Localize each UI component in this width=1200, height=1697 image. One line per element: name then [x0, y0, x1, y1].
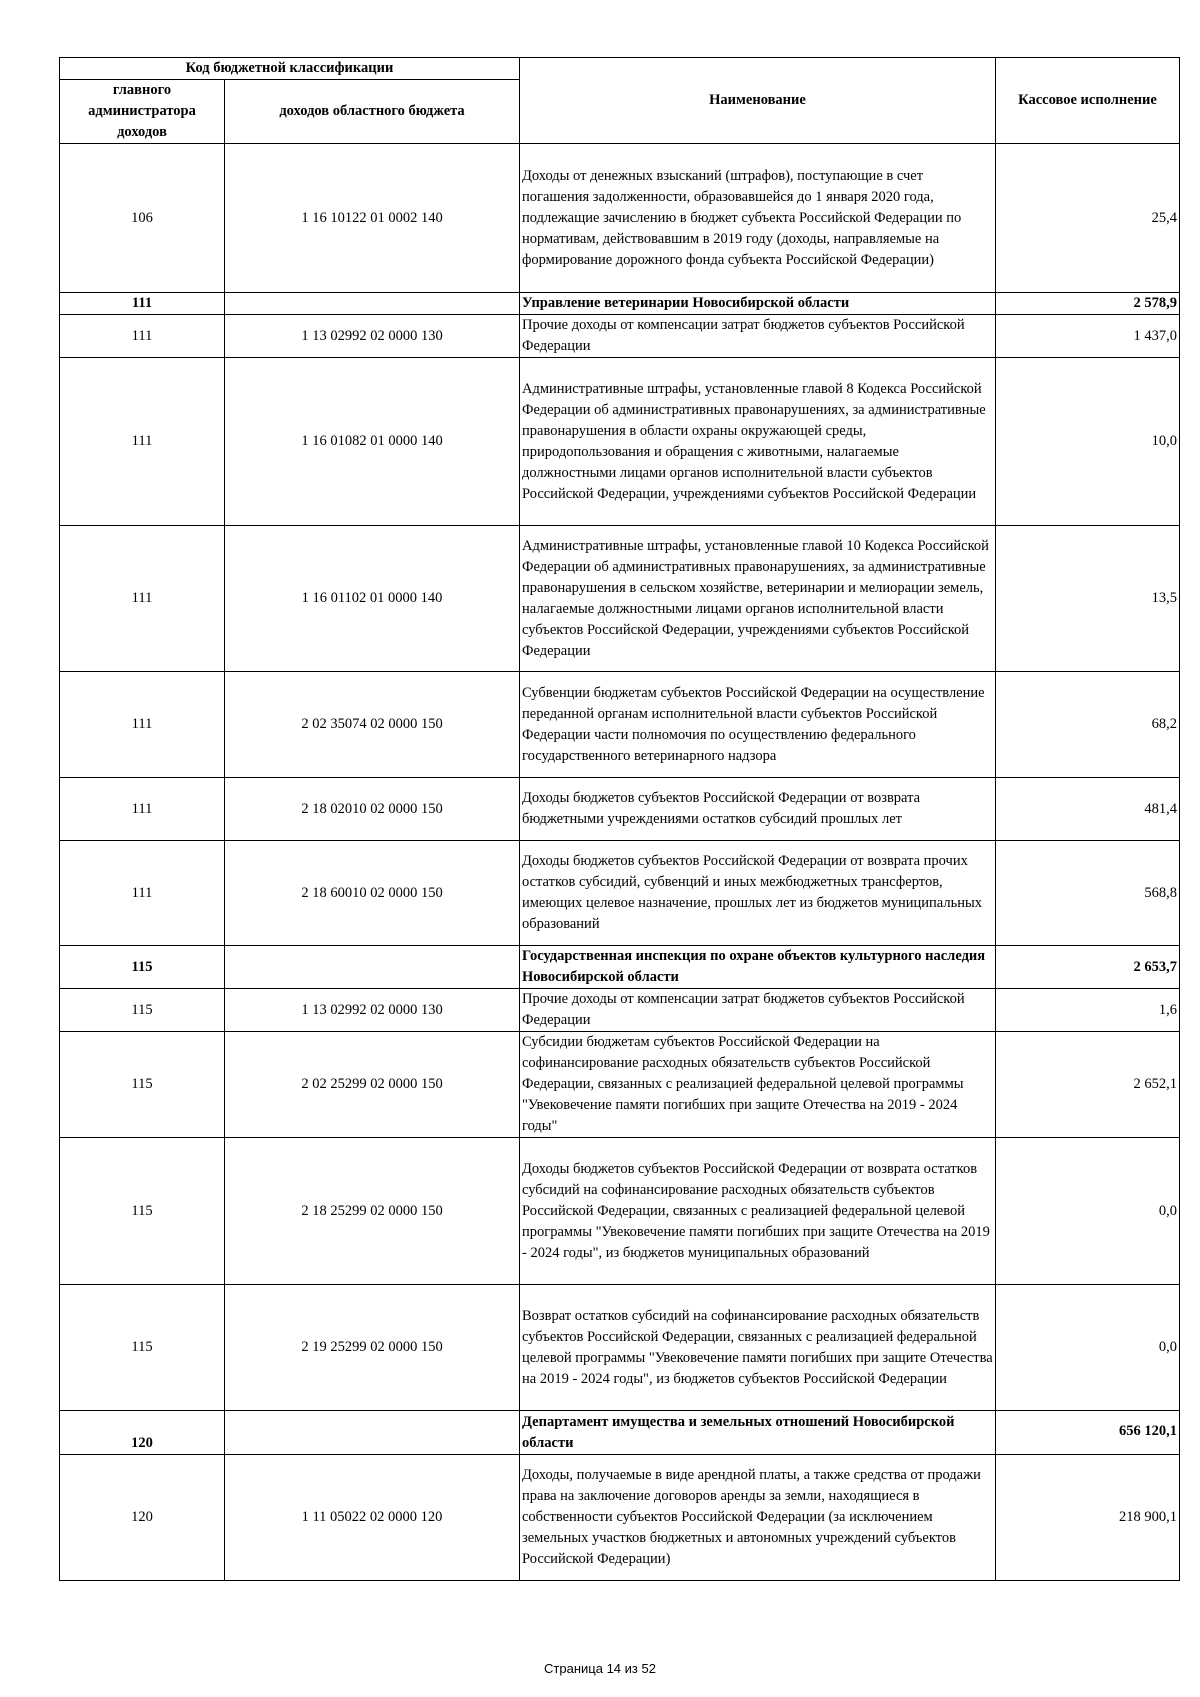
income-code-cell: 2 18 25299 02 0000 150	[225, 1138, 520, 1285]
amount-cell: 0,0	[996, 1138, 1180, 1285]
income-header: доходов областного бюджета	[225, 80, 520, 144]
table-row	[60, 841, 1180, 946]
admin-code-cell: 111	[60, 526, 225, 672]
income-code-cell: 2 18 02010 02 0000 150	[225, 778, 520, 841]
table-row	[60, 1138, 1180, 1285]
page-footer: Страница 14 из 52	[544, 1661, 656, 1676]
income-code-cell: 1 13 02992 02 0000 130	[225, 989, 520, 1032]
income-code-cell	[225, 293, 520, 315]
table-row	[60, 1285, 1180, 1411]
income-code-cell	[225, 946, 520, 989]
admin-code-cell: 111	[60, 841, 225, 946]
name-cell: Доходы бюджетов субъектов Российской Федерации от возврата бюджетными учреждениями остатков субсидий прошлых лет	[520, 778, 996, 841]
admin-code-cell: 120	[60, 1411, 225, 1455]
amount-cell: 13,5	[996, 526, 1180, 672]
name-cell: Субсидии бюджетам субъектов Российской Федерации на софинансирование расходных обязательств субъектов Российской Федерации, связанных с реализацией федеральной целевой программы "Увековечение памяти погибших при защите Отечества на 2019 - 2024 годы"	[520, 1032, 996, 1138]
name-cell: Доходы бюджетов субъектов Российской Федерации от возврата остатков субсидий на софинансирование расходных обязательств субъектов Российской Федерации, связанных с реализацией федеральной целевой программы "Увековечение памяти погибших при защите Отечества на 2019 - 2024 годы", из бюджетов муниципальных образований	[520, 1138, 996, 1285]
income-code-cell: 1 16 01102 01 0000 140	[225, 526, 520, 672]
admin-code-cell: 106	[60, 144, 225, 293]
admin-code-cell: 111	[60, 358, 225, 526]
table-row	[60, 526, 1180, 672]
amount-cell: 2 652,1	[996, 1032, 1180, 1138]
admin-code-cell: 111	[60, 293, 225, 315]
budget-table	[59, 57, 1180, 1581]
group-row	[60, 1411, 1180, 1455]
table-row	[60, 315, 1180, 358]
table-row	[60, 778, 1180, 841]
amount-cell: 656 120,1	[996, 1411, 1180, 1455]
name-cell: Департамент имущества и земельных отношений Новосибирской области	[520, 1411, 996, 1455]
income-code-cell: 2 18 60010 02 0000 150	[225, 841, 520, 946]
admin-code-cell: 115	[60, 1032, 225, 1138]
income-code-cell: 2 19 25299 02 0000 150	[225, 1285, 520, 1411]
name-cell: Прочие доходы от компенсации затрат бюджетов субъектов Российской Федерации	[520, 315, 996, 358]
amount-cell: 2 653,7	[996, 946, 1180, 989]
admin-code-cell: 115	[60, 946, 225, 989]
code-group-header: Код бюджетной классификации	[60, 58, 520, 80]
amount-cell: 1 437,0	[996, 315, 1180, 358]
admin-header: главного администратора доходов	[60, 80, 225, 144]
table-row	[60, 989, 1180, 1032]
name-cell: Административные штрафы, установленные главой 10 Кодекса Российской Федерации об административных правонарушениях, за административные правонарушения в сельском хозяйстве, ветеринарии и мелиорации земель, налагаемые должностными лицами органов исполнительной власти субъектов Российской Федерации, учреждениями субъектов Российской Федерации	[520, 526, 996, 672]
table-body	[60, 144, 1180, 1581]
name-cell: Доходы бюджетов субъектов Российской Федерации от возврата прочих остатков субсидий, субвенций и иных межбюджетных трансфертов, имеющих целевое назначение, прошлых лет из бюджетов муниципальных образований	[520, 841, 996, 946]
amount-cell: 568,8	[996, 841, 1180, 946]
name-cell: Возврат остатков субсидий на софинансирование расходных обязательств субъектов Российской Федерации, связанных с реализацией федеральной целевой программы "Увековечение памяти погибших при защите Отечества на 2019 - 2024 годы", из бюджетов субъектов Российской Федерации	[520, 1285, 996, 1411]
table-row	[60, 358, 1180, 526]
name-cell: Субвенции бюджетам субъектов Российской Федерации на осуществление переданной органам исполнительной власти субъектов Российской Федерации части полномочия по осуществлению федерального государственного ветеринарного надзора	[520, 672, 996, 778]
amount-cell: 0,0	[996, 1285, 1180, 1411]
amount-cell: 10,0	[996, 358, 1180, 526]
name-cell: Государственная инспекция по охране объектов культурного наследия Новосибирской области	[520, 946, 996, 989]
name-header: Наименование	[520, 58, 996, 144]
name-cell: Управление ветеринарии Новосибирской области	[520, 293, 996, 315]
table-row	[60, 144, 1180, 293]
income-code-cell: 2 02 35074 02 0000 150	[225, 672, 520, 778]
admin-code-cell: 115	[60, 1285, 225, 1411]
name-cell: Доходы, получаемые в виде арендной платы, а также средства от продажи права на заключение договоров аренды за земли, находящиеся в собственности субъектов Российской Федерации (за исключением земельных участков бюджетных и автономных учреждений субъектов Российской Федерации)	[520, 1455, 996, 1581]
amount-cell: 1,6	[996, 989, 1180, 1032]
amount-cell: 218 900,1	[996, 1455, 1180, 1581]
admin-code-cell: 120	[60, 1455, 225, 1581]
table-row	[60, 1032, 1180, 1138]
name-cell: Прочие доходы от компенсации затрат бюджетов субъектов Российской Федерации	[520, 989, 996, 1032]
table-row	[60, 672, 1180, 778]
amount-cell: 2 578,9	[996, 293, 1180, 315]
income-code-cell: 1 16 10122 01 0002 140	[225, 144, 520, 293]
admin-code-cell: 111	[60, 672, 225, 778]
group-row	[60, 946, 1180, 989]
exec-header: Кассовое исполнение	[996, 58, 1180, 144]
admin-code-cell: 115	[60, 989, 225, 1032]
group-row	[60, 293, 1180, 315]
amount-cell: 481,4	[996, 778, 1180, 841]
amount-cell: 25,4	[996, 144, 1180, 293]
admin-code-cell: 115	[60, 1138, 225, 1285]
income-code-cell: 1 11 05022 02 0000 120	[225, 1455, 520, 1581]
table-row	[60, 1455, 1180, 1581]
income-code-cell: 2 02 25299 02 0000 150	[225, 1032, 520, 1138]
name-cell: Доходы от денежных взысканий (штрафов), поступающие в счет погашения задолженности, образовавшейся до 1 января 2020 года, подлежащие зачислению в бюджет субъекта Российской Федерации по нормативам, действовавшим в 2019 году (доходы, направляемые на формирование дорожного фонда субъекта Российской Федерации)	[520, 144, 996, 293]
income-code-cell: 1 16 01082 01 0000 140	[225, 358, 520, 526]
income-code-cell: 1 13 02992 02 0000 130	[225, 315, 520, 358]
admin-code-cell: 111	[60, 315, 225, 358]
income-code-cell	[225, 1411, 520, 1455]
name-cell: Административные штрафы, установленные главой 8 Кодекса Российской Федерации об административных правонарушениях, за административные правонарушения в области охраны окружающей среды, природопользования и обращения с животными, налагаемые должностными лицами органов исполнительной власти субъектов Российской Федерации, учреждениями субъектов Российской Федерации	[520, 358, 996, 526]
amount-cell: 68,2	[996, 672, 1180, 778]
admin-code-cell: 111	[60, 778, 225, 841]
